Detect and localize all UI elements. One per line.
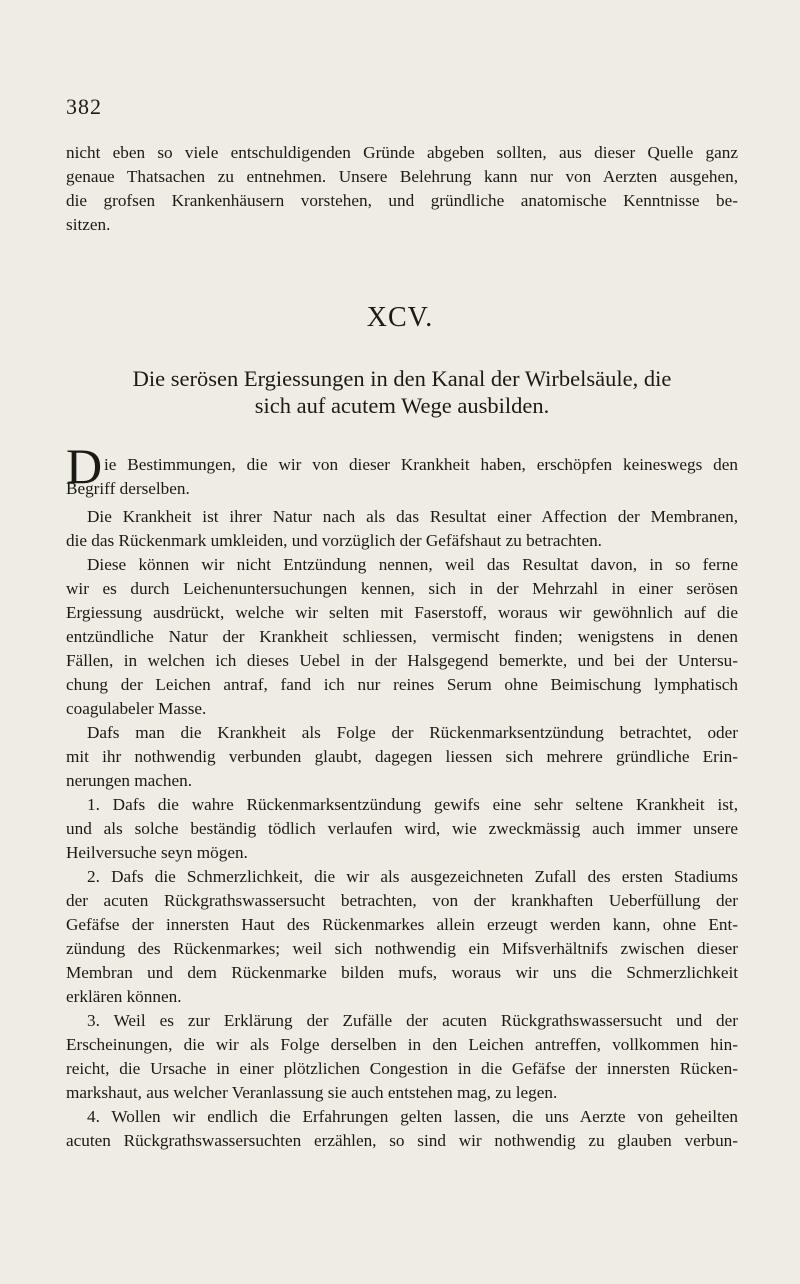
text-line: Dafs man die Krankheit als Folge der Rückenmarksentzündung betrachtet, oder xyxy=(87,723,738,742)
text-line: ie Bestimmungen, die wir von dieser Krankheit haben, erschöpfen keineswegs den xyxy=(104,455,738,474)
text-line: nicht eben so viele entschuldigenden Gründe abgeben sollten, aus dieser Quelle ganz xyxy=(66,143,738,162)
paragraph xyxy=(66,721,738,793)
text-line: Ergiessung ausdrückt, welche wir selten mit Faserstoff, woraus wir gewöhnlich auf die xyxy=(66,603,738,622)
text-line: zündung des Rückenmarkes; weil sich nothwendig ein Mifsverhältnifs zwischen dieser xyxy=(66,939,738,958)
paragraph xyxy=(66,793,738,865)
text-line: markshaut, aus welcher Veranlassung sie auch entstehen mag, zu legen. xyxy=(66,1083,558,1102)
paragraph xyxy=(66,865,738,1009)
text-line: reicht, die Ursache in einer plötzlichen Congestion in die Gefäfse der innersten Rücken- xyxy=(66,1059,738,1078)
body-paragraphs xyxy=(66,505,738,1153)
page-number: 382 xyxy=(66,94,102,119)
text-line: Diese können wir nicht Entzündung nennen, weil das Resultat davon, in so ferne xyxy=(87,555,738,574)
text-line: wir es durch Leichenuntersuchungen kennen, sich in der Mehrzahl in einer serösen xyxy=(66,579,738,598)
text-line: Erscheinungen, die wir als Folge derselben in den Leichen antreffen, vollkommen hin- xyxy=(66,1035,738,1054)
text-line: Die Krankheit ist ihrer Natur nach als das Resultat einer Affection der Membranen, xyxy=(87,507,738,526)
paragraph xyxy=(66,553,738,721)
text-line: erklären können. xyxy=(66,987,182,1006)
text-line: 4. Wollen wir endlich die Erfahrungen gelten lassen, die uns Aerzte von geheilten xyxy=(87,1107,738,1126)
text-line: und als solche beständig tödlich verlaufen wird, wie zweckmässig auch immer unsere xyxy=(66,819,738,838)
title-line: Die serösen Ergiessungen in den Kanal der Wirbelsäule, die xyxy=(132,366,672,391)
text-line: 3. Weil es zur Erklärung der Zufälle der acuten Rückgrathswassersucht und der xyxy=(87,1011,738,1030)
text-line: die grofsen Krankenhäusern vorstehen, und gründliche anatomische Kenntnisse be- xyxy=(66,191,738,210)
first-paragraph xyxy=(66,453,738,501)
text-line: mit ihr nothwendig verbunden glaubt, dagegen liessen sich mehrere gründliche Erin- xyxy=(66,747,738,766)
paragraph xyxy=(66,1105,738,1153)
text-line: 1. Dafs die wahre Rückenmarksentzündung gewifs eine sehr seltene Krankheit ist, xyxy=(87,795,738,814)
title-line: sich auf acutem Wege ausbilden. xyxy=(254,393,550,418)
section-title xyxy=(70,365,734,419)
text-line: sitzen. xyxy=(66,215,111,234)
text-line: chung der Leichen antraf, fand ich nur reines Serum ohne Beimischung lymphatisch xyxy=(66,675,738,694)
text-line: Gefäfse der innersten Haut des Rückenmarkes allein erzeugt werden kann, ohne Ent- xyxy=(66,915,738,934)
text-line: Membran und dem Rückenmarke bilden mufs, woraus wir uns die Schmerzlichkeit xyxy=(66,963,738,982)
text-line: nerungen machen. xyxy=(66,771,192,790)
text-line: Heilversuche seyn mögen. xyxy=(66,843,248,862)
text-line: entzündliche Natur der Krankheit schliessen, vermischt finden; wenigstens in denen xyxy=(66,627,738,646)
intro-paragraph xyxy=(66,141,738,237)
text-line: coagulabeler Masse. xyxy=(66,699,207,718)
text-line: der acuten Rückgrathswassersucht betrachten, von der krankhaften Ueberfüllung der xyxy=(66,891,738,910)
text-line: die das Rückenmark umkleiden, und vorzüglich der Gefäfshaut zu betrachten. xyxy=(66,531,602,550)
text-line: Begriff derselben. xyxy=(66,479,190,498)
drop-cap: D xyxy=(66,438,103,494)
section-number: XCV. xyxy=(366,302,434,333)
text-line: acuten Rückgrathswassersuchten erzählen, so sind wir nothwendig zu glauben verbun- xyxy=(66,1131,738,1150)
paragraph xyxy=(66,505,738,553)
text-line: Fällen, in welchen ich dieses Uebel in der Halsgegend bemerkte, und bei der Untersu- xyxy=(66,651,738,670)
text-line: 2. Dafs die Schmerzlichkeit, die wir als ausgezeichneten Zufall des ersten Stadiums xyxy=(87,867,738,886)
paragraph xyxy=(66,1009,738,1105)
text-line: genaue Thatsachen zu entnehmen. Unsere Belehrung kann nur von Aerzten ausgehen, xyxy=(66,167,738,186)
